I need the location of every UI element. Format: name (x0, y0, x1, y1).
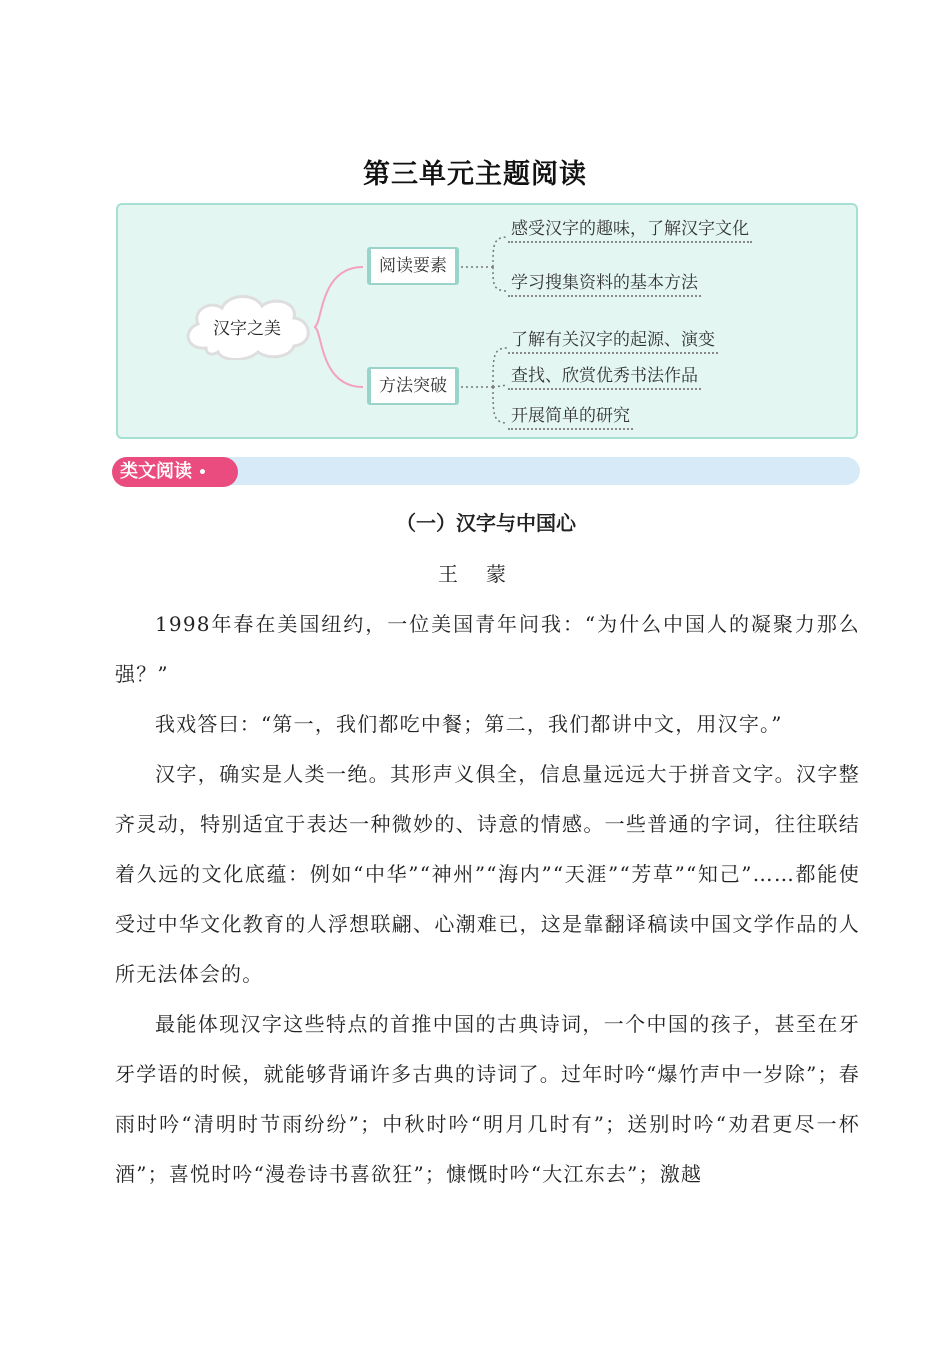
leaf-item: 开展简单的研究 (508, 401, 633, 430)
branch-method-breakthrough: 方法突破 (367, 367, 459, 405)
paragraph: 最能体现汉字这些特点的首推中国的古典诗词，一个中国的孩子，甚至在牙牙学语的时候，就能够背诵许多古典的诗词了。过年时吟“爆竹声中一岁除”；春雨时吟“清明时节雨纷纷”；中秋时吟“明月几时有”；送别时吟“劝君更尽一杯酒”；喜悦时吟“漫卷诗书喜欲狂”；慷慨时吟“大江东去”；激越 (115, 1012, 860, 1186)
article-title: （一）汉字与中国心 (396, 511, 576, 535)
leaf-item: 学习搜集资料的基本方法 (508, 268, 701, 297)
paragraph: 汉字，确实是人类一绝。其形声义俱全，信息量远远大于拼音文字。汉字整齐灵动，特别适宜于表达一种微妙的、诗意的情感。一些普通的字词，往往联结着久远的文化底蕴：例如“中华”“神州”“海内”“天涯”“芳草”“知己”……都能使受过中华文化教育的人浮想联翩、心潮难已，这是靠翻译稿读中国文学作品的人所无法体会的。 (115, 762, 860, 986)
paragraph: 我戏答曰：“第一，我们都吃中餐；第二，我们都讲中文，用汉字。” (155, 712, 783, 736)
mindmap-panel (116, 203, 858, 439)
leaf-item: 了解有关汉字的起源、演变 (508, 325, 718, 354)
paragraph: 1998年春在美国纽约，一位美国青年问我：“为什么中国人的凝聚力那么强？” (115, 612, 860, 686)
leaf-item: 感受汉字的趣味，了解汉字文化 (508, 214, 752, 243)
article-body (115, 599, 860, 1199)
section-tag-dot: • (198, 465, 207, 481)
leaf-item: 查找、欣赏优秀书法作品 (508, 361, 701, 390)
mindmap-center-label: 汉字之美 (213, 319, 281, 339)
section-tag (112, 457, 238, 487)
section-tag-label: 类文阅读 (120, 461, 192, 482)
branch-reading-elements: 阅读要素 (367, 247, 459, 285)
article-author: 王蒙 (438, 562, 534, 586)
page-title: 第三单元主题阅读 (363, 159, 587, 190)
